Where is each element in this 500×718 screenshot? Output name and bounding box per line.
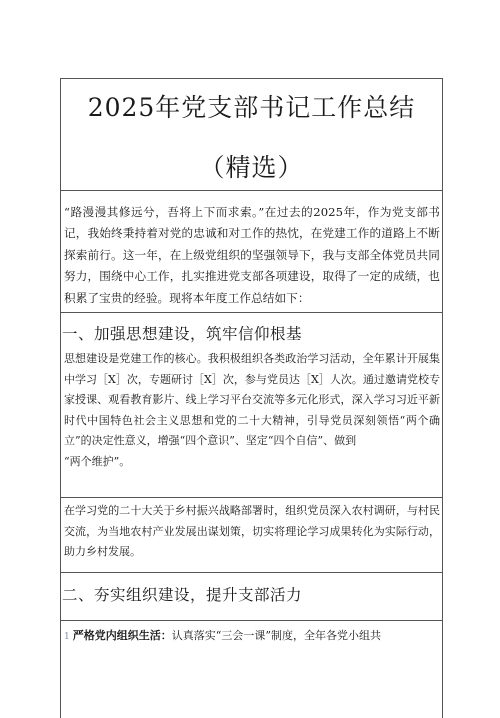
section1-paragraph-2: 在学习党的二十大关于乡村振兴战略部署时，组织党员深入农村调研，与村民交流，为当地农村产业发展出谋划策，切实将理论学习成果转化为实际行动，助力乡村发展。 [64, 504, 440, 558]
divider [60, 572, 443, 573]
divider [60, 620, 443, 621]
divider [60, 497, 443, 498]
document-subtitle: （精选） [199, 153, 304, 182]
section2-heading: 二、夯实组织建设，提升支部活力 [62, 586, 303, 604]
document-title: 2025年党支部书记工作总结 [87, 93, 416, 122]
section1-paragraph-text: 思想建设是党建工作的核心。我积极组织各类政治学习活动，全年累计开展集中学习［X］次，专题研讨［X］次，参与党员达［X］人次。通过邀请党校专家授课、观看教育影片、线上学习平台交流等多元化形式，深入学习习近平新时代中国特色社会主义思想和党的二十大精神，引导党员深刻领悟“两个确立”的决定性意义，增强“四个意识”、坚定“四个自信”、做到 [64, 352, 440, 447]
intro-paragraph: “路漫漫其修远兮，吾将上下而求索。”在过去的2025年，作为党支部书记，我始终秉持着对党的忠诚和对工作的热忱，在党建工作的道路上不断探索前行。这一年，在上级党组织的坚强领导下，我与支部全体党员共同努力，围绕中心工作，扎实推进党支部各项建设，取得了一定的成绩，也积累了宝贵的经验。现将本年度工作总结如下： [64, 205, 440, 305]
divider [60, 190, 443, 191]
section1-paragraph [64, 349, 440, 472]
divider [60, 312, 443, 313]
section1-paragraph-tail: “两个维护”。 [64, 454, 131, 468]
section1-heading: 一、加强思想建设，筑牢信仰根基 [62, 325, 303, 343]
section2-item-1 [64, 626, 440, 648]
item-text: 认真落实“三会一课”制度，全年各党小组共 [171, 629, 381, 642]
item-label: 严格党内组织生活： [72, 629, 172, 642]
list-number: 1 [64, 632, 70, 642]
